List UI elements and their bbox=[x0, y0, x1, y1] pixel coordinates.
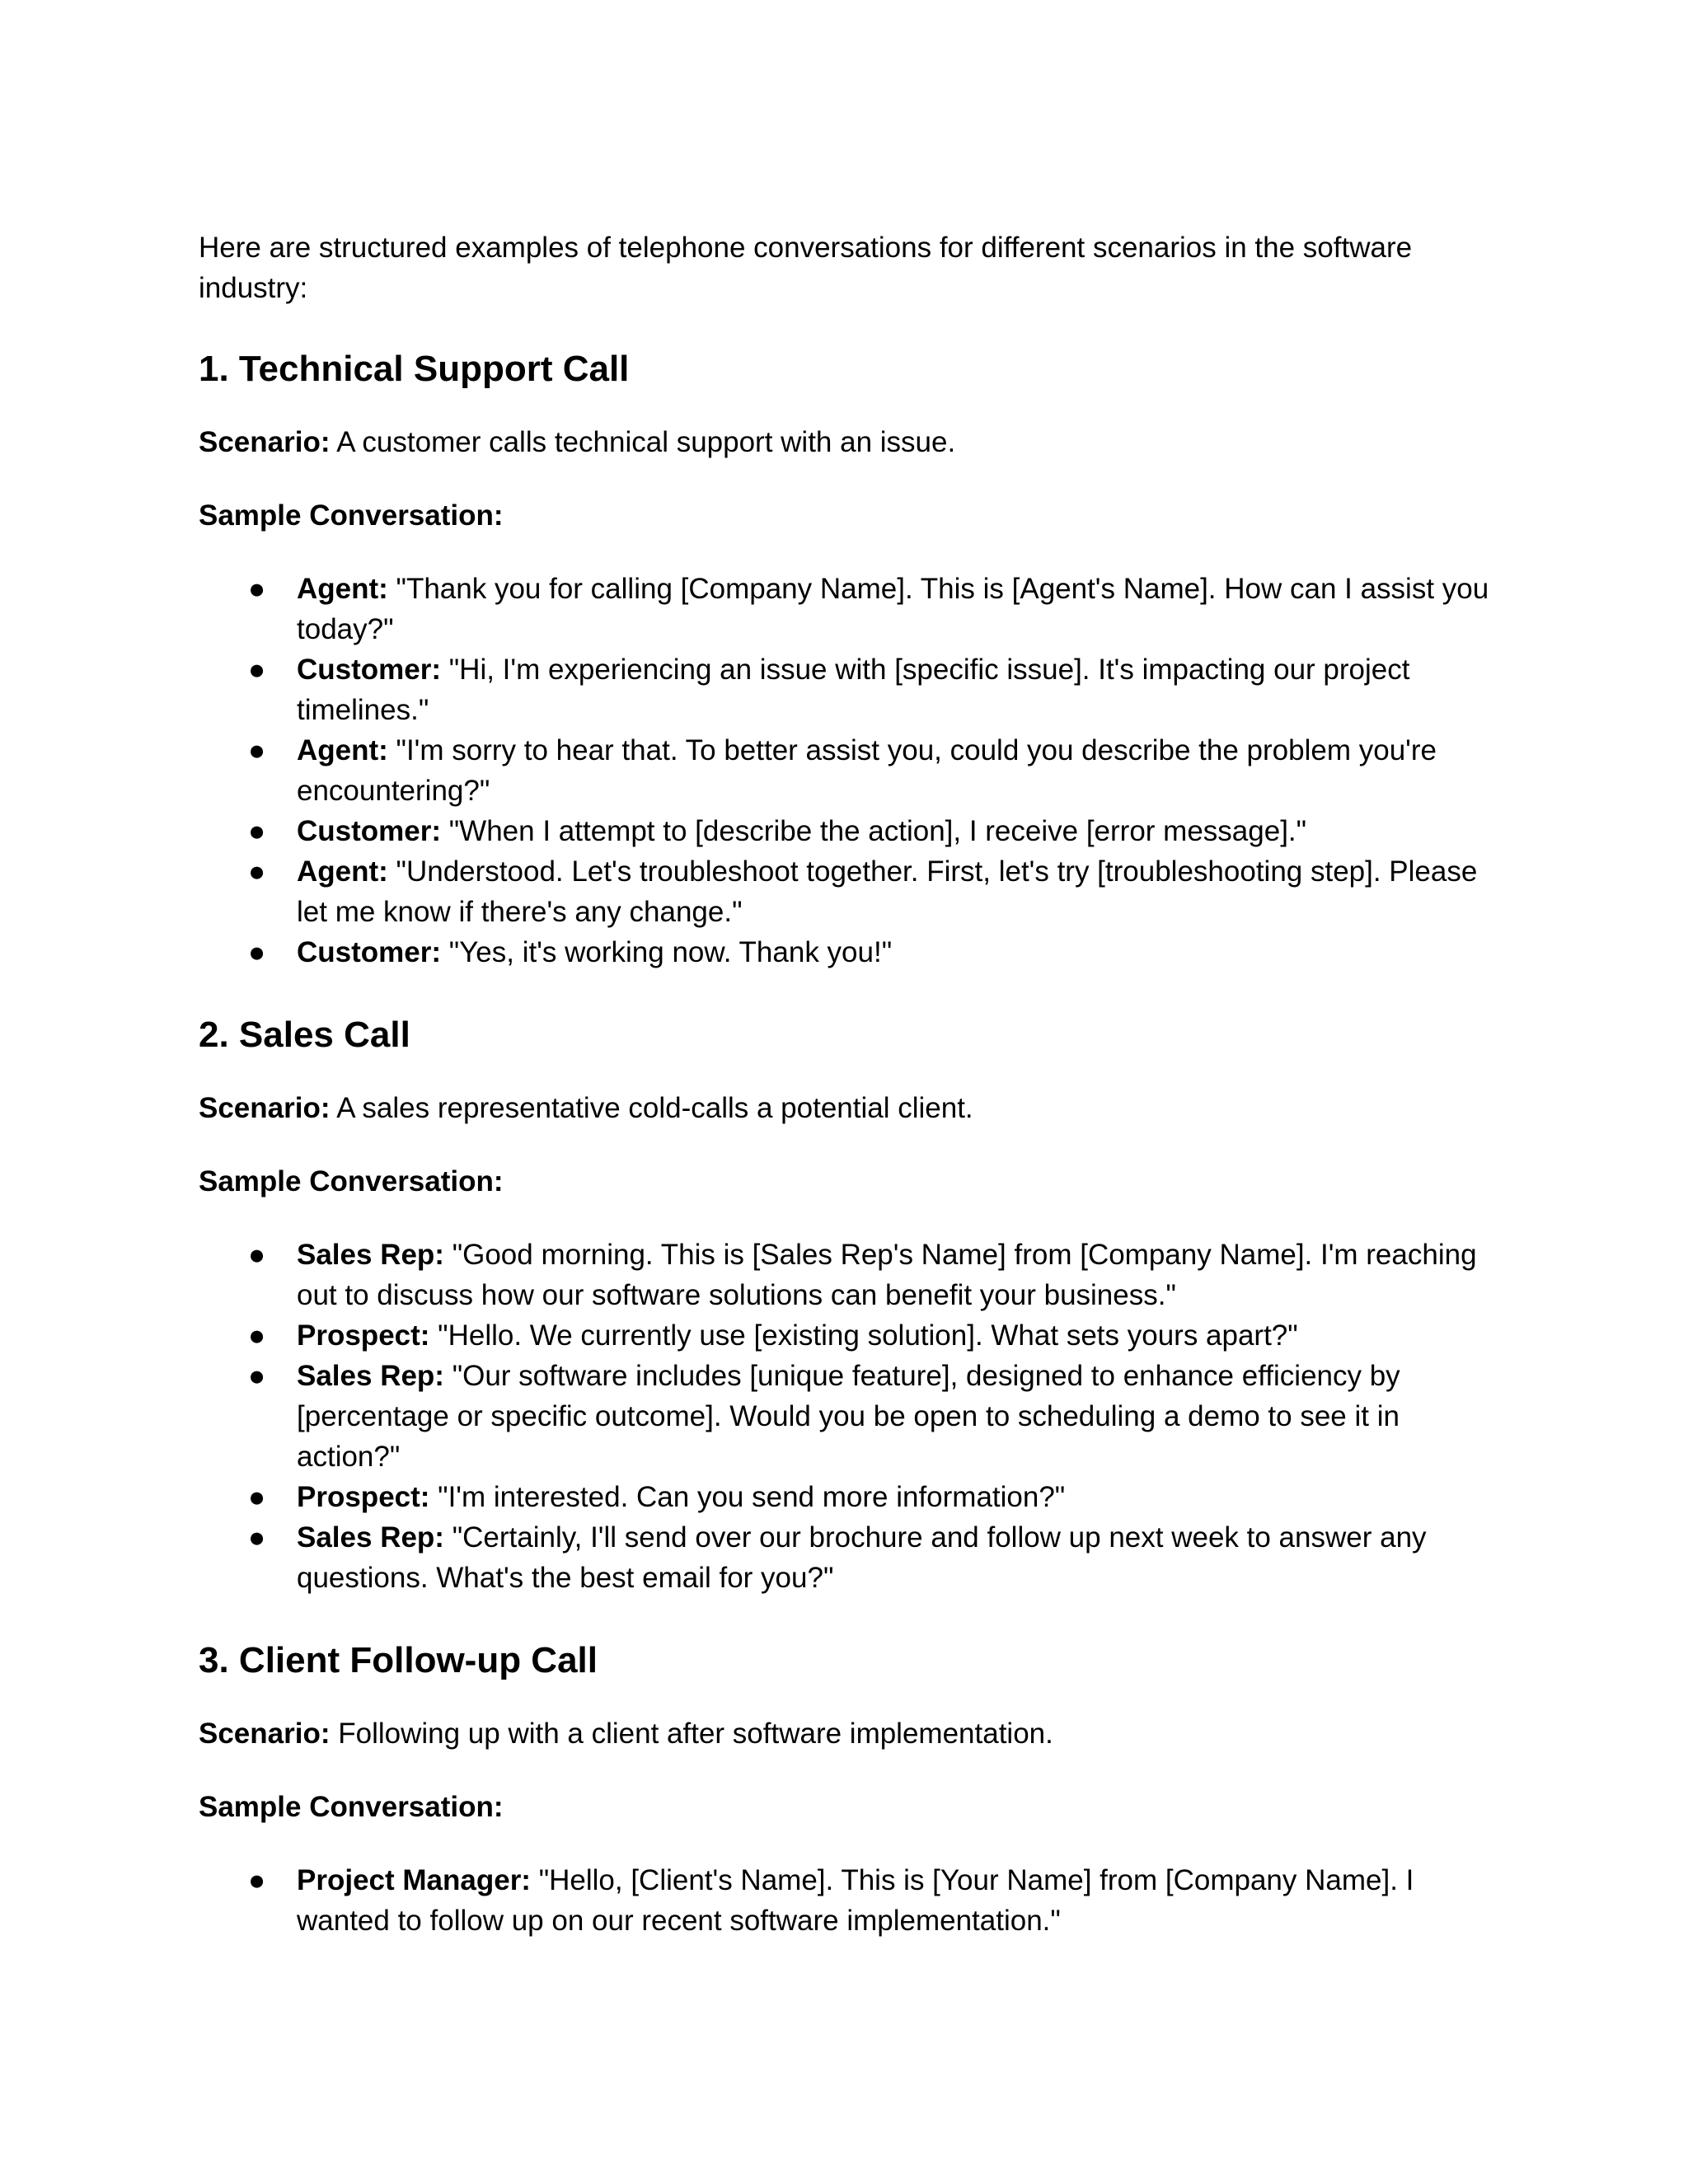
speaker-label: Customer: bbox=[297, 815, 442, 847]
conversation-line bbox=[199, 811, 1497, 851]
bullet-icon: ● bbox=[248, 654, 266, 686]
conversation-line bbox=[199, 649, 1497, 730]
scenario-label: Scenario: bbox=[199, 1718, 331, 1750]
bullet-icon: ● bbox=[248, 815, 266, 847]
line-text: "Thank you for calling [Company Name]. This is [Agent's Name]. How can I assist you today?" bbox=[297, 573, 1489, 645]
speaker-label: Sales Rep: bbox=[297, 1521, 444, 1554]
conversation-line bbox=[199, 1477, 1497, 1517]
line-text: "Understood. Let's troubleshoot together. First, let's try [troubleshooting step]. Please let me know if there's any change." bbox=[297, 855, 1478, 928]
conversation-line bbox=[199, 932, 1497, 972]
line-text: "Certainly, I'll send over our brochure and follow up next week to answer any questions. What's the best email for you?" bbox=[297, 1521, 1427, 1594]
conversation-line bbox=[199, 1860, 1497, 1941]
sample-conversation-label: Sample Conversation: bbox=[199, 1791, 504, 1823]
bullet-icon: ● bbox=[248, 734, 266, 766]
speaker-label: Sales Rep: bbox=[297, 1239, 444, 1271]
conversation-line bbox=[199, 569, 1497, 649]
line-text: "Hi, I'm experiencing an issue with [specific issue]. It's impacting our project timelines." bbox=[297, 654, 1410, 726]
speaker-label: Customer: bbox=[297, 936, 442, 968]
bullet-icon: ● bbox=[248, 1521, 266, 1554]
speaker-label: Agent: bbox=[297, 734, 388, 766]
section-heading: 2. Sales Call bbox=[199, 1015, 410, 1055]
speaker-label: Agent: bbox=[297, 855, 388, 888]
intro-paragraph: Here are structured examples of telephone conversations for different scenarios in the software industry: bbox=[199, 232, 1413, 304]
line-text: "Hello, [Client's Name]. This is [Your Name] from [Company Name]. I wanted to follow up on our recent software implementation." bbox=[297, 1864, 1414, 1937]
conversation-line bbox=[199, 730, 1497, 811]
scenario-paragraph bbox=[199, 422, 1497, 462]
document-page bbox=[199, 227, 1497, 1980]
line-text: "When I attempt to [describe the action], I receive [error message]." bbox=[441, 815, 1307, 847]
speaker-label: Agent: bbox=[297, 573, 388, 605]
line-text: "Hello. We currently use [existing solution]. What sets yours apart?" bbox=[429, 1319, 1298, 1352]
conversation-list bbox=[199, 569, 1497, 972]
bullet-icon: ● bbox=[248, 1864, 266, 1896]
scenario-text: Following up with a client after software implementation. bbox=[330, 1718, 1053, 1750]
speaker-label: Sales Rep: bbox=[297, 1360, 444, 1392]
section-heading: 3. Client Follow-up Call bbox=[199, 1640, 598, 1680]
speaker-label: Customer: bbox=[297, 654, 442, 686]
bullet-icon: ● bbox=[248, 1481, 266, 1513]
conversation-list bbox=[199, 1235, 1497, 1598]
bullet-icon: ● bbox=[248, 936, 266, 968]
bullet-icon: ● bbox=[248, 855, 266, 888]
sample-conversation-label: Sample Conversation: bbox=[199, 1165, 504, 1197]
line-text: "Yes, it's working now. Thank you!" bbox=[441, 936, 893, 968]
section-technical-support bbox=[199, 346, 1497, 972]
conversation-line bbox=[199, 1235, 1497, 1315]
conversation-line bbox=[199, 1517, 1497, 1598]
line-text: "Good morning. This is [Sales Rep's Name] from [Company Name]. I'm reaching out to discuss how our software solutions can benefit your business." bbox=[297, 1239, 1477, 1311]
speaker-label: Project Manager: bbox=[297, 1864, 531, 1896]
speaker-label: Prospect: bbox=[297, 1481, 430, 1513]
scenario-paragraph bbox=[199, 1713, 1497, 1754]
bullet-icon: ● bbox=[248, 1360, 266, 1392]
line-text: "I'm interested. Can you send more information?" bbox=[429, 1481, 1066, 1513]
conversation-line bbox=[199, 1356, 1497, 1477]
scenario-text: A customer calls technical support with an issue. bbox=[330, 426, 956, 458]
conversation-line bbox=[199, 851, 1497, 932]
line-text: "Our software includes [unique feature], designed to enhance efficiency by [percentage or specific outcome]. Would you be open to scheduling a demo to see it in action?" bbox=[297, 1360, 1400, 1473]
bullet-icon: ● bbox=[248, 1319, 266, 1352]
conversation-list bbox=[199, 1860, 1497, 1941]
conversation-line bbox=[199, 1315, 1497, 1356]
section-heading: 1. Technical Support Call bbox=[199, 349, 630, 389]
bullet-icon: ● bbox=[248, 573, 266, 605]
speaker-label: Prospect: bbox=[297, 1319, 430, 1352]
section-sales-call bbox=[199, 1012, 1497, 1598]
scenario-paragraph bbox=[199, 1088, 1497, 1128]
scenario-text: A sales representative cold-calls a potential client. bbox=[330, 1092, 973, 1124]
line-text: "I'm sorry to hear that. To better assist you, could you describe the problem you're encountering?" bbox=[297, 734, 1437, 807]
scenario-label: Scenario: bbox=[199, 1092, 331, 1124]
scenario-label: Scenario: bbox=[199, 426, 331, 458]
bullet-icon: ● bbox=[248, 1239, 266, 1271]
sample-conversation-label: Sample Conversation: bbox=[199, 499, 504, 532]
section-client-follow-up bbox=[199, 1638, 1497, 1941]
